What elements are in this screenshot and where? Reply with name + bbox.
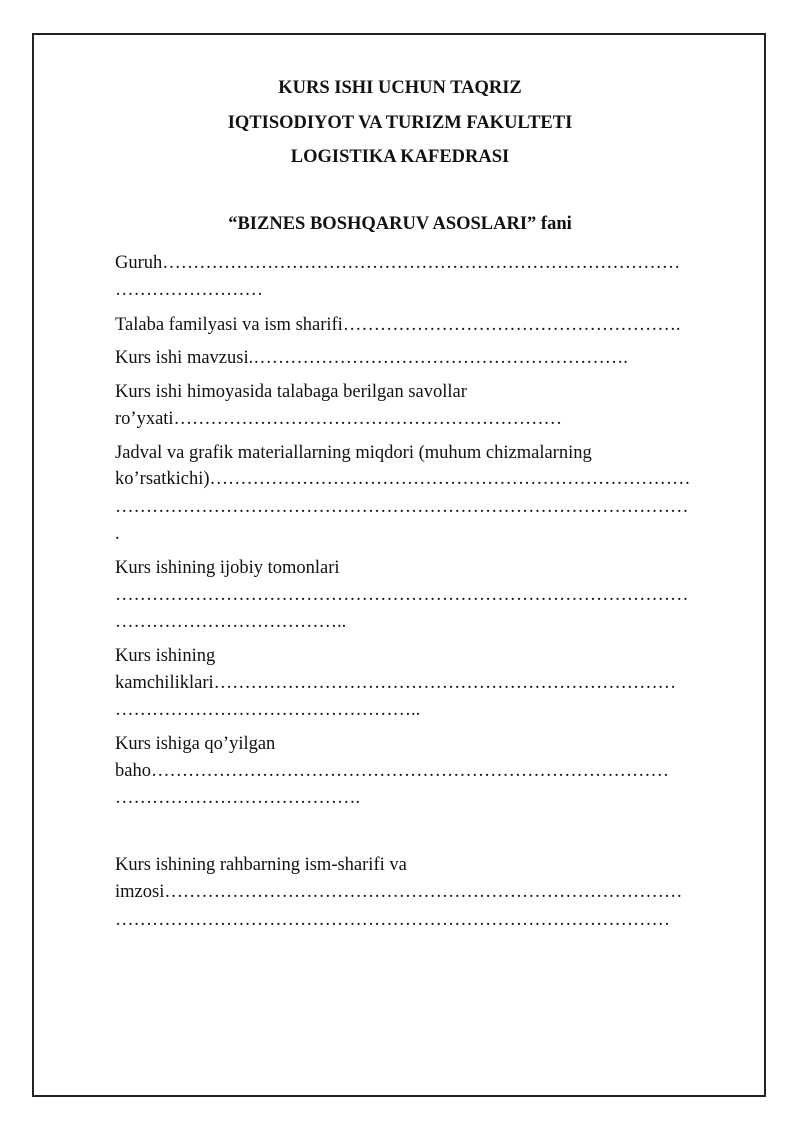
subject-heading: “BIZNES BOSHQARUV ASOSLARI” fani bbox=[228, 214, 572, 234]
positives-field-line-1: Kurs ishining ijobiy tomonlari bbox=[115, 558, 340, 578]
group-field-line-1: Guruh………………………………………………………………………… bbox=[115, 253, 681, 273]
materials-field-line-1: Jadval va grafik materiallarning miqdori (muhum chizmalarning bbox=[115, 443, 592, 463]
grade-field-line-2: baho………………………………………………………………………… bbox=[115, 761, 669, 781]
questions-field-line-2: ro’yxati……………………………………………………… bbox=[115, 409, 563, 429]
faculty-heading: IQTISODIYOT VA TURIZM FAKULTETI bbox=[227, 113, 573, 133]
materials-field-line-2: ko’rsatkichi)…………………………………………………………………… bbox=[115, 469, 691, 489]
supervisor-field-line-2: imzosi………………………………………………………………………… bbox=[115, 882, 683, 902]
department-heading: LOGISTIKA KAFEDRASI bbox=[290, 147, 510, 167]
group-field-line-2: …………………… bbox=[115, 280, 263, 300]
shortcomings-field-line-1: Kurs ishining bbox=[115, 646, 216, 666]
supervisor-field-line-3: ……………………………………………………………………………… bbox=[115, 910, 670, 930]
grade-field-line-1: Kurs ishiga qo’yilgan bbox=[115, 734, 276, 754]
supervisor-field-line-1: Kurs ishining rahbarning ism-sharifi va bbox=[115, 855, 407, 875]
materials-field-line-3: ………………………………………………………………………………… bbox=[115, 497, 689, 517]
positives-field-line-2: ………………………………………………………………………………… bbox=[115, 585, 689, 605]
student-name-field: Talaba familyasi va ism sharifi………………………………………………. bbox=[115, 315, 681, 335]
materials-field-line-4: . bbox=[115, 524, 120, 544]
shortcomings-field-line-3: ………………………………………….. bbox=[115, 700, 421, 720]
topic-field: Kurs ishi mavzusi.……………………………………………………. bbox=[115, 348, 628, 368]
positives-field-line-3: ……………………………….. bbox=[115, 612, 347, 632]
shortcomings-field-line-2: kamchiliklari………………………………………………………………… bbox=[115, 673, 677, 693]
document-title: KURS ISHI UCHUN TAQRIZ bbox=[278, 78, 522, 98]
grade-field-line-3: …………………………………. bbox=[115, 788, 361, 808]
questions-field-line-1: Kurs ishi himoyasida talabaga berilgan savollar bbox=[115, 382, 467, 402]
